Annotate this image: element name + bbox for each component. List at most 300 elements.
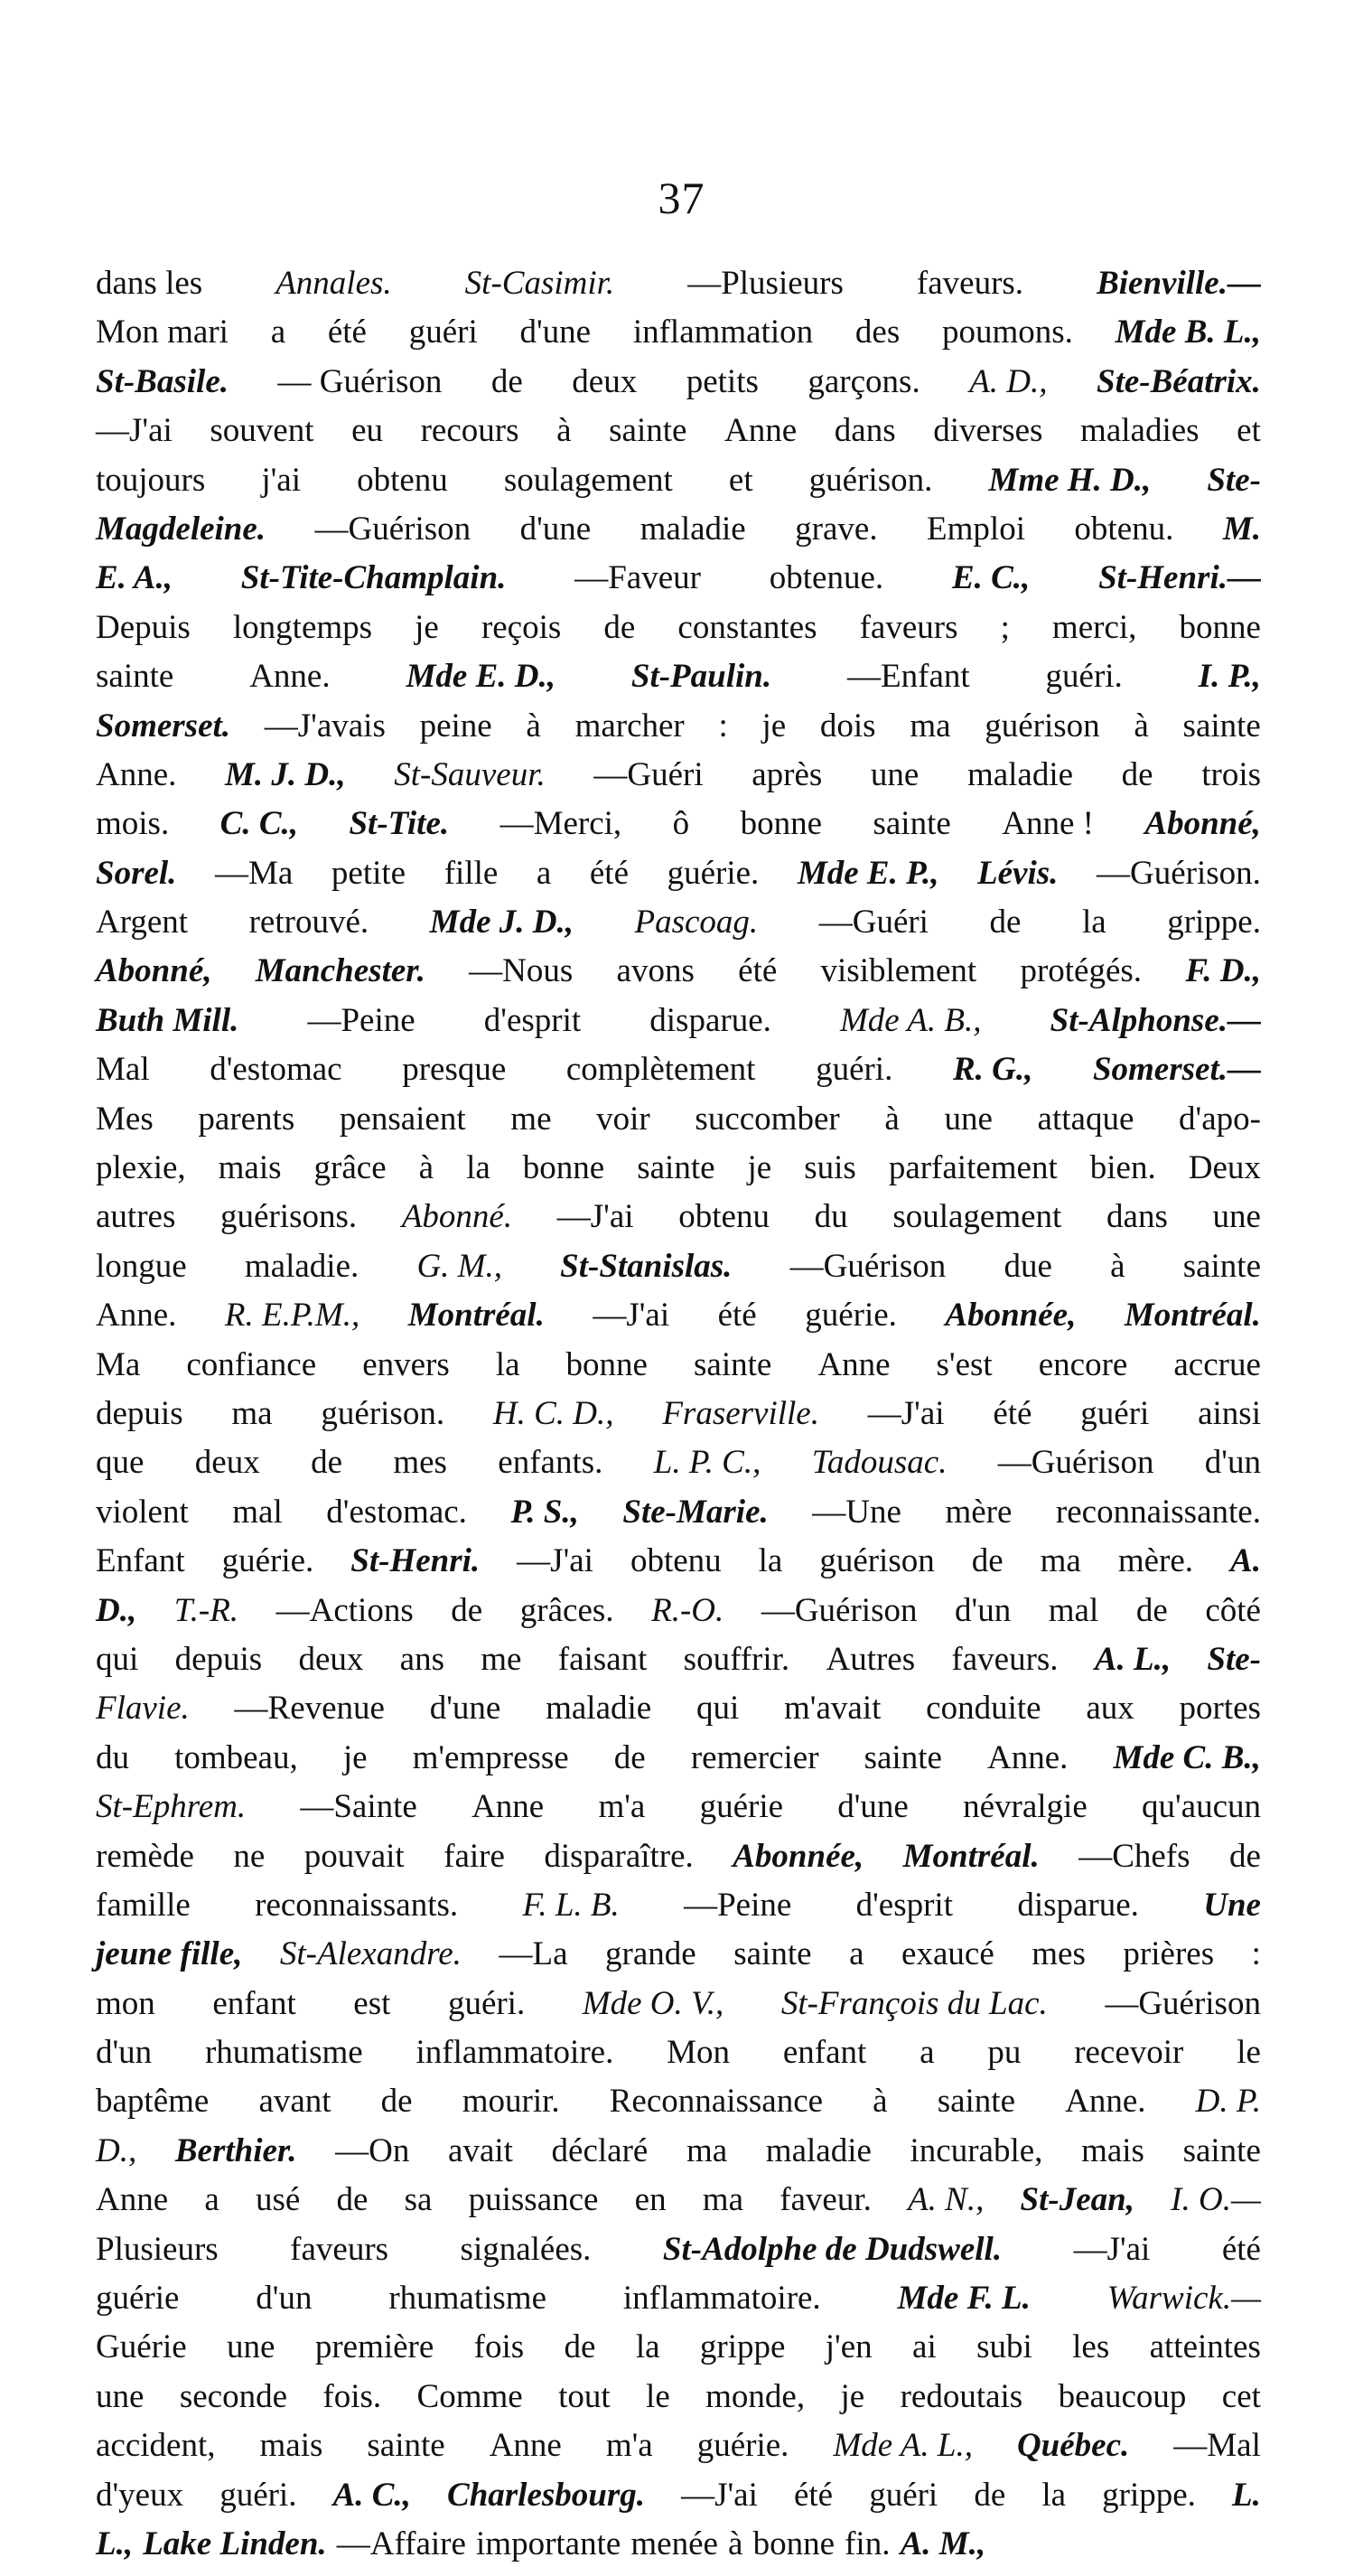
text-segment: d'une [429,1690,501,1728]
text-segment: du [814,1198,848,1236]
text-segment: ma [702,2181,743,2219]
text-segment: presque [402,1051,507,1089]
text-segment: Abonnée, [733,1837,864,1875]
text-segment: Anne. [1065,2083,1146,2121]
text-segment: : [718,707,728,745]
text-segment: —Revenue [234,1690,385,1728]
text-segment: Emploi [927,510,1025,548]
text-segment: monde, [705,2377,806,2415]
text-line [96,807,1261,856]
text-segment: de [564,2328,596,2366]
text-segment: parfaitement [888,1149,1058,1187]
text-segment: encore [1038,1345,1128,1383]
text-segment: des [854,314,901,351]
text-segment: longtemps [232,608,373,646]
text-segment: Magdeleine. [96,510,266,548]
text-segment: —Enfant [847,658,970,696]
text-segment: longue [96,1247,187,1285]
text-segment: T.-R. [173,1591,239,1629]
text-segment: la [495,1345,520,1383]
text-segment: d'une [519,510,592,548]
text-segment: d'estomac [210,1051,342,1089]
text-segment: guéri. [219,2476,297,2514]
text-segment: a [536,854,552,892]
text-segment: guérie [699,1788,784,1826]
text-segment: guéri. [1045,658,1123,696]
text-segment: sa [404,2181,433,2219]
text-segment: une [870,755,920,793]
text-segment: Somerset. [96,707,231,745]
text-segment: faveur. [780,2181,872,2219]
text-segment: grippe. [1167,904,1261,941]
text-segment: accrue [1173,1345,1261,1383]
text-segment: — Guérison [277,362,443,400]
text-segment: I. P., [1198,658,1261,696]
text-segment: Plusieurs [96,2230,219,2268]
text-segment: Ma [96,1345,141,1383]
text-segment: Abonné, [96,952,212,990]
text-line [96,1790,1261,1839]
text-segment: Mde A. L., [833,2427,973,2465]
text-segment: guéri [408,314,478,351]
text-segment: sainte [367,2427,445,2465]
text-segment: de [490,362,523,400]
body-text [96,267,1261,2576]
text-segment: Buth Mill. [96,1001,239,1039]
text-segment: Autres [826,1640,916,1678]
text-segment: maladie [639,510,746,548]
text-segment: que [96,1444,145,1482]
text-segment: guéri [1080,1394,1150,1432]
text-segment: eu [351,412,384,450]
text-segment: Manchester. [255,952,425,990]
text-line [96,2084,1261,2133]
text-line [96,1394,1261,1446]
text-segment: menée [630,2524,718,2562]
text-segment: de [974,2476,1006,2514]
text-segment: attaque [1037,1100,1134,1138]
text-segment: de [613,1738,646,1776]
text-segment: H. C. D., [492,1394,614,1432]
text-segment: conduite [926,1690,1041,1728]
text-segment: Anne ! [1002,805,1094,843]
text-segment: sainte [864,1738,942,1776]
text-line [96,2036,1261,2084]
text-segment: pensaient [339,1100,466,1138]
text-segment: maladie [765,2131,872,2169]
text-segment: protégés. [1020,952,1143,990]
text-segment: famille [96,1886,191,1924]
text-segment: Argent [96,904,189,941]
text-segment: grave. [795,510,878,548]
text-segment: —Guéri [593,755,704,793]
text-line [96,1738,1261,1790]
text-segment: redoutais [900,2377,1023,2415]
text-segment: Anne. [987,1738,1069,1776]
text-line [96,1247,1261,1298]
text-segment: F. L. B. [522,1886,620,1924]
text-segment: je [415,608,439,646]
text-line [96,1446,1261,1494]
text-segment: mère [945,1493,1013,1531]
text-segment: envers [362,1345,450,1383]
text-line [96,1984,1261,2036]
text-segment: sainte [637,1149,715,1187]
text-segment: —Affaire [336,2524,466,2562]
text-segment: St-Casimir. [464,265,615,302]
text-segment: —J'ai [556,1198,634,1236]
text-segment: la [1041,2476,1067,2514]
text-segment: St-Basile. [96,362,229,400]
text-segment: été [993,1394,1032,1432]
text-segment: —Guérison [997,1444,1154,1482]
text-line [96,2524,1261,2576]
text-segment: incurable, [910,2131,1043,2169]
text-segment: mourir. [462,2083,560,2121]
text-segment: ô [672,805,690,843]
text-segment: G. M., [416,1247,502,1285]
text-line [96,1102,1261,1151]
text-segment: —Guérison. [1096,854,1261,892]
text-segment: dans [834,412,896,450]
text-segment: usé [255,2181,301,2219]
text-segment: de [971,1542,1004,1580]
text-segment: St-Henri.— [1098,559,1261,597]
text-segment: rhumatisme [204,2034,363,2072]
text-segment: atteintes [1149,2328,1261,2366]
text-segment: été [589,854,629,892]
text-segment: guéri [869,2476,938,2514]
text-segment: seconde [179,2377,287,2415]
text-segment: D. P. [1195,2083,1261,2121]
text-segment: a [849,1935,864,1973]
text-segment: me [510,1100,552,1138]
text-segment: Abonnée, [945,1297,1077,1335]
text-line [96,414,1261,463]
text-segment: P. S., [510,1493,579,1531]
text-segment: maladie. [244,1247,359,1285]
text-segment: faire [443,1837,505,1875]
text-segment: St-Sauveur. [394,755,546,793]
text-segment: trois [1201,755,1261,793]
text-line [96,2230,1261,2281]
text-segment: à [556,412,572,450]
text-segment: prières [1123,1935,1215,1973]
text-line [96,1200,1261,1249]
text-segment: autres [96,1198,176,1236]
text-segment: Mde E. D., [406,658,555,696]
text-segment: d'une [519,314,592,351]
text-segment: les [1072,2328,1110,2366]
text-segment: recevoir [1074,2034,1184,2072]
text-segment: guérisons. [220,1198,358,1236]
text-segment: St-Paulin. [630,658,772,696]
text-segment: à [418,1149,434,1187]
text-segment: A. C., [332,2476,411,2514]
text-segment: faveurs [859,608,958,646]
text-segment: ainsi [1198,1394,1261,1432]
text-segment: Deux [1188,1149,1261,1187]
text-segment: d'un [1204,1444,1261,1482]
text-segment: enfant [782,2034,867,2072]
text-segment: à [526,707,541,745]
text-segment: Mal [96,1051,150,1089]
text-line [96,2330,1261,2379]
text-segment: je [342,1738,368,1776]
text-line [96,561,1261,610]
text-segment: rhumatisme [388,2280,546,2318]
text-segment: A. [1230,1542,1261,1580]
text-segment: —Guéri [818,904,929,941]
text-line [96,1640,1261,1691]
text-segment: sainte [96,658,174,696]
text-segment: cet [1221,2377,1261,2415]
text-segment: Montréal. [1124,1297,1261,1335]
text-segment: je [840,2377,865,2415]
text-segment: beaucoup [1058,2377,1187,2415]
text-segment: dois [819,707,876,745]
text-line [96,512,1261,561]
text-segment: poumons. [941,314,1073,351]
text-segment: me [481,1640,522,1678]
text-segment: —J'ai [96,412,173,450]
text-segment: : [1251,1935,1261,1973]
text-line [96,2429,1261,2478]
text-segment: R. E.P.M., [224,1297,360,1335]
text-segment: de [1121,755,1153,793]
text-line [96,2131,1261,2183]
text-segment: accident, [96,2427,216,2465]
text-segment: fois [473,2328,525,2366]
text-segment: reçois [481,608,562,646]
text-segment: une [1212,1198,1261,1236]
text-segment: je [761,707,787,745]
text-line [96,1001,1261,1053]
text-segment: Anne [471,1788,545,1826]
text-segment: enfant [212,1984,296,2022]
text-segment: ma [910,707,951,745]
text-segment: St-Jean, [1020,2181,1134,2219]
text-segment: tout [558,2377,611,2415]
text-segment: été [793,2476,834,2514]
text-line [96,1837,1261,1888]
text-segment: —Guérison [789,1247,947,1285]
text-segment: Enfant [96,1542,185,1580]
text-segment: et [728,461,753,499]
text-segment: Mes [96,1100,154,1138]
text-segment: Québec. [1016,2427,1130,2465]
text-segment: diverses [933,412,1043,450]
text-segment: guérie [96,2280,180,2318]
text-segment: —Actions [275,1591,414,1629]
text-segment: Anne. [96,1297,177,1335]
text-line [96,854,1261,905]
text-segment: soulagement [503,461,673,499]
text-segment: —Peine [307,1001,415,1039]
text-segment: M. [1222,510,1261,548]
text-segment: grande [605,1935,696,1973]
text-segment: mes [1032,1935,1086,1973]
text-line [96,315,1261,364]
text-segment: d'un [96,2034,153,2072]
text-segment: L. [1232,2476,1261,2514]
text-segment: Berthier. [174,2131,297,2169]
text-segment: a [204,2181,219,2219]
text-segment: été [327,314,367,351]
text-segment: grippe [699,2328,786,2366]
text-segment: grippe. [1102,2476,1196,2514]
text-segment: parents [198,1100,295,1138]
text-segment: d'une [837,1788,909,1826]
text-segment: a [270,314,286,351]
text-line [96,2478,1261,2527]
text-segment: mois. [96,805,170,843]
text-segment: qui [696,1690,740,1728]
text-segment: de [336,2181,369,2219]
text-segment: obtenue. [769,559,884,597]
text-segment: St-Tite. [349,805,450,843]
text-line [96,608,1261,660]
text-segment: L., [96,2524,134,2562]
text-segment: le [646,2377,670,2415]
text-segment: —La [499,1935,568,1973]
text-segment: dans les [96,265,203,302]
text-line [96,461,1261,512]
text-segment: de [1228,1837,1261,1875]
text-segment: —J'ai [517,1542,593,1580]
text-segment: E. A., [96,559,173,597]
text-segment: —J'avais [264,707,386,745]
text-segment: grâce [313,1149,387,1187]
text-segment: A. M., [900,2524,986,2562]
text-segment: Anne [96,2181,169,2219]
text-segment: mes [393,1444,447,1482]
text-line [96,1495,1261,1544]
text-segment: m'a [605,2427,653,2465]
text-segment: Fraserville. [662,1394,819,1432]
text-line [96,660,1261,708]
text-segment: bien. [1089,1149,1156,1187]
text-segment: en [634,2181,667,2219]
text-segment: St-Alphonse.— [1050,1001,1261,1039]
text-segment: sainte [694,1345,772,1383]
text-segment: la [1081,904,1106,941]
text-segment: D., [96,1591,137,1629]
text-line [96,362,1261,414]
text-segment: d'apo- [1179,1100,1261,1138]
text-segment: Anne [489,2427,562,2465]
text-segment: souffrir. [683,1640,790,1678]
text-segment: première [314,2328,434,2366]
text-segment: une [96,2377,145,2415]
text-segment: Guérie [96,2328,187,2366]
text-segment: ma [1040,1542,1081,1580]
text-segment: avait [448,2131,513,2169]
text-segment: aux [1086,1690,1134,1728]
text-segment: est [353,1984,391,2022]
text-segment: complètement [565,1051,756,1089]
text-segment: —Peine [684,1886,792,1924]
text-segment: obtenu [630,1542,722,1580]
text-segment: Ste- [1207,1640,1261,1678]
text-segment: Anne [724,412,798,450]
text-segment: peine [419,707,492,745]
text-segment: bonne [522,1149,605,1187]
text-segment: plexie, [96,1149,186,1187]
text-segment: ma [231,1394,273,1432]
text-segment: déclaré [551,2131,649,2169]
text-segment: faisant [557,1640,648,1678]
text-line [96,1298,1261,1347]
text-segment: sainte [609,412,687,450]
text-segment: et [1237,412,1261,450]
text-segment: jeune fille, [96,1935,243,1973]
text-segment: deux [194,1444,260,1482]
text-segment: pouvait [303,1837,405,1875]
text-segment: maladie [546,1690,652,1728]
text-segment: —Merci, [499,805,622,843]
text-segment: bonne [1179,608,1261,646]
text-segment: reconnaissante. [1055,1493,1261,1531]
text-line [96,1937,1261,1986]
text-segment: de [380,2083,413,2121]
text-segment: ans [399,1640,444,1678]
text-segment: confiance [186,1345,317,1383]
text-segment: faveurs. [951,1640,1059,1678]
text-segment: retrouvé. [248,904,369,941]
text-segment: inflammatoire. [622,2280,821,2318]
text-segment: toujours [96,461,206,499]
text-line [96,1544,1261,1593]
text-segment: —Ma [215,854,294,892]
text-segment: —J'ai [867,1394,945,1432]
text-segment: A. L., [1094,1640,1172,1678]
text-segment: été [717,1297,757,1335]
text-segment: guérison [819,1542,935,1580]
text-segment: Mme H. D., [988,461,1152,499]
text-segment: —Mal [1173,2427,1261,2465]
text-segment: maladie [966,755,1074,793]
text-segment: la [635,2328,660,2366]
text-segment: mais [1081,2131,1144,2169]
text-segment: je [747,1149,772,1187]
text-segment: petite [331,854,406,892]
text-segment: —Plusieurs [687,265,844,302]
text-segment: Tadousac. [811,1444,948,1482]
text-segment: pu [987,2034,1022,2072]
text-segment: m'a [598,1788,646,1826]
text-segment: signalées. [460,2230,592,2268]
text-segment: d'yeux [96,2476,184,2514]
text-segment: qu'aucun [1141,1788,1261,1826]
text-segment: ; [1000,608,1010,646]
text-line [96,905,1261,954]
text-segment: —J'ai [681,2476,758,2514]
text-segment: de [1135,1591,1168,1629]
text-segment: Lake Linden. [143,2524,327,2562]
text-segment: guérie. [667,854,760,892]
text-segment: de [603,608,636,646]
text-segment: —Guérison [761,1591,918,1629]
text-segment: qui [96,1640,139,1678]
text-segment: une [227,2328,275,2366]
text-segment: Depuis [96,608,191,646]
text-segment: m'avait [784,1690,882,1728]
text-segment: Pascoag. [634,904,759,941]
text-segment: m'empresse [412,1738,569,1776]
text-segment: Anne [817,1345,891,1383]
text-line [96,1053,1261,1101]
